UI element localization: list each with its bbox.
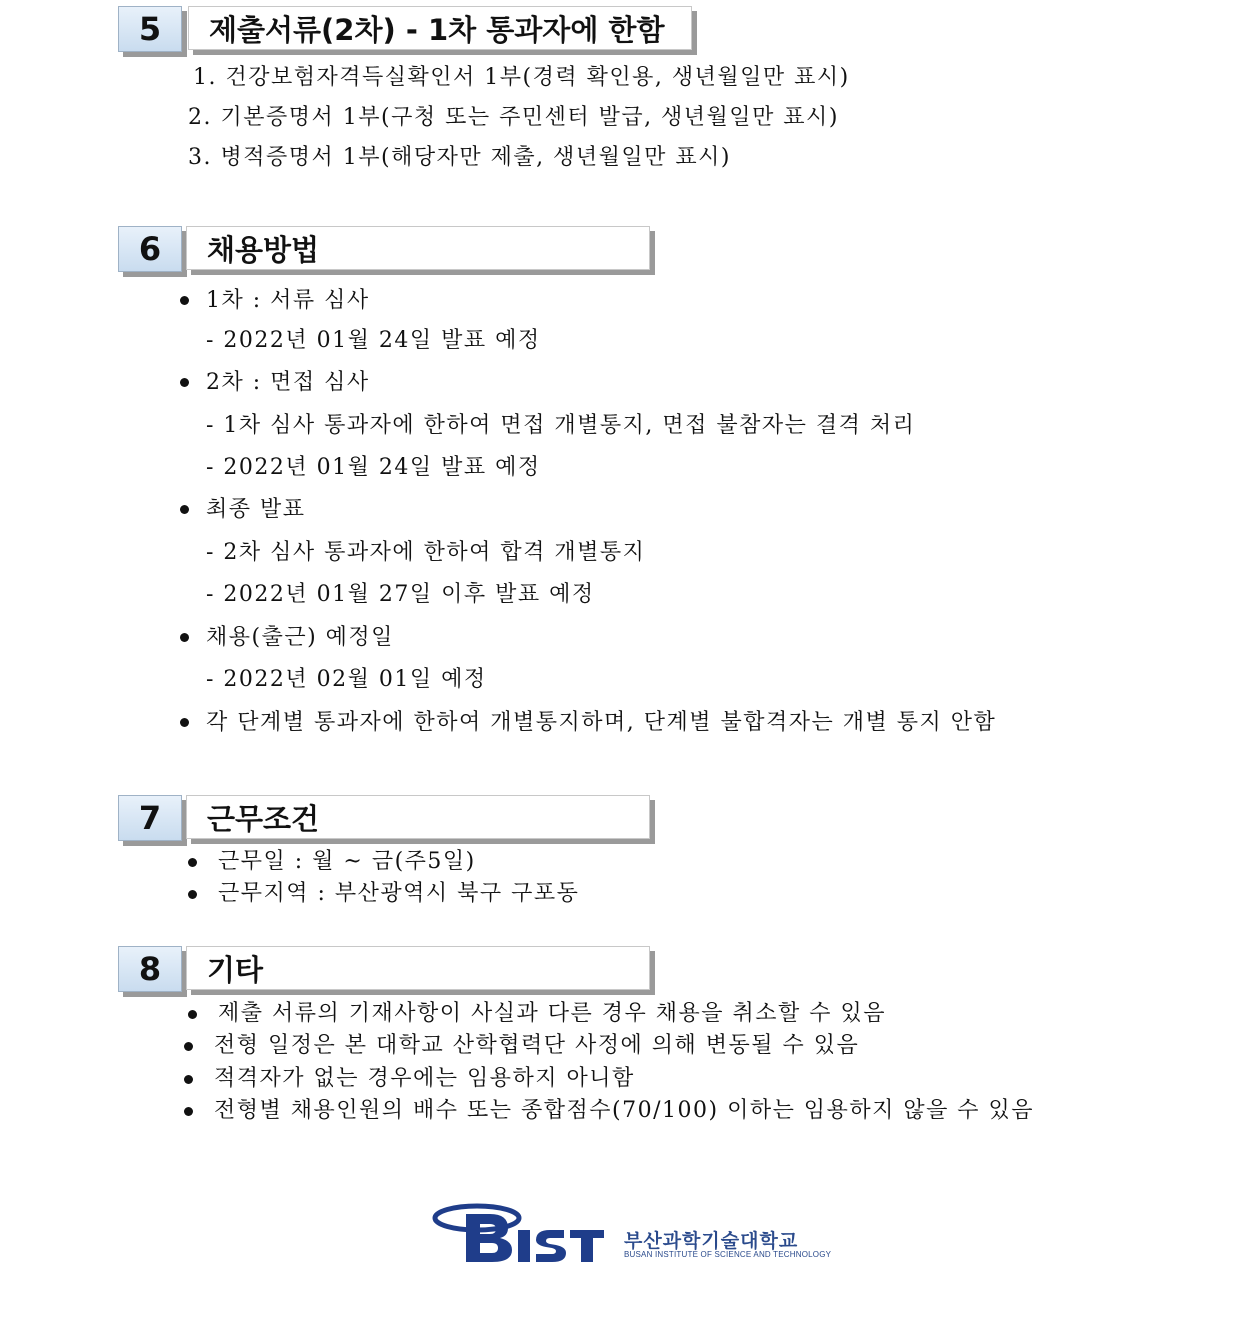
section-8-item-1: 제출 서류의 기재사항이 사실과 다른 경우 채용을 취소할 수 있음 bbox=[218, 1001, 886, 1026]
section-7-item-1: 근무일 : 월 ~ 금(주5일) bbox=[218, 849, 476, 874]
section-5-title: 제출서류(2차) - 1차 통과자에 한함 bbox=[188, 6, 692, 50]
bullet-dot bbox=[184, 1107, 193, 1116]
logo-name-english: BUSAN INSTITUTE OF SCIENCE AND TECHNOLOGY bbox=[624, 1250, 832, 1259]
bullet-dot bbox=[180, 296, 189, 305]
section-8-item-2: 전형 일정은 본 대학교 산학협력단 사정에 의해 변동될 수 있음 bbox=[214, 1033, 860, 1058]
section-6-item-8: - 2022년 01월 27일 이후 발표 예정 bbox=[206, 582, 595, 607]
section-6-item-10: - 2022년 02월 01일 예정 bbox=[206, 667, 487, 692]
section-6-number: 6 bbox=[118, 226, 182, 272]
section-8-title: 기타 bbox=[186, 946, 650, 990]
section-5-number: 5 bbox=[118, 6, 182, 52]
section-6-item-11: 각 단계별 통과자에 한하여 개별통지하며, 단계별 불합격자는 개별 통지 안함 bbox=[206, 710, 997, 735]
section-6-item-9: 채용(출근) 예정일 bbox=[206, 625, 394, 650]
bullet-dot bbox=[180, 718, 189, 727]
section-6-item-5: - 2022년 01월 24일 발표 예정 bbox=[206, 455, 541, 480]
bist-logo-icon bbox=[432, 1200, 612, 1268]
bullet-dot bbox=[188, 890, 197, 899]
bullet-dot bbox=[184, 1042, 193, 1051]
section-7-item-2: 근무지역 : 부산광역시 북구 구포동 bbox=[218, 881, 580, 906]
bullet-dot bbox=[180, 505, 189, 514]
section-8-item-4: 전형별 채용인원의 배수 또는 종합점수(70/100) 이하는 임용하지 않을 수 있음 bbox=[214, 1098, 1035, 1123]
section-6-item-2: - 2022년 01월 24일 발표 예정 bbox=[206, 328, 541, 353]
section-6-item-7: - 2차 심사 통과자에 한하여 합격 개별통지 bbox=[206, 540, 646, 565]
bist-logo-mark bbox=[432, 1200, 612, 1264]
bullet-dot bbox=[180, 633, 189, 642]
bullet-dot bbox=[188, 1010, 197, 1019]
bullet-dot bbox=[184, 1075, 193, 1084]
section-8-item-3: 적격자가 없는 경우에는 임용하지 아니함 bbox=[214, 1066, 635, 1091]
section-7-number: 7 bbox=[118, 795, 182, 841]
section-5-item-2: 2. 기본증명서 1부(구청 또는 주민센터 발급, 생년월일만 표시) bbox=[188, 105, 839, 130]
section-6-item-4: - 1차 심사 통과자에 한하여 면접 개별통지, 면접 불참자는 결격 처리 bbox=[206, 413, 916, 438]
section-6-item-1: 1차 : 서류 심사 bbox=[206, 288, 370, 313]
logo-name-korean: 부산과학기술대학교 bbox=[624, 1230, 799, 1252]
bullet-dot bbox=[180, 378, 189, 387]
section-6-title: 채용방법 bbox=[186, 226, 650, 270]
section-5-item-1: 1. 건강보험자격득실확인서 1부(경력 확인용, 생년월일만 표시) bbox=[193, 65, 850, 90]
bullet-dot bbox=[188, 858, 197, 867]
section-6-item-3: 2차 : 면접 심사 bbox=[206, 370, 370, 395]
section-8-number: 8 bbox=[118, 946, 182, 992]
section-5-item-3: 3. 병적증명서 1부(해당자만 제출, 생년월일만 표시) bbox=[188, 145, 731, 170]
section-6-item-6: 최종 발표 bbox=[206, 497, 306, 522]
section-7-title: 근무조건 bbox=[186, 795, 650, 839]
